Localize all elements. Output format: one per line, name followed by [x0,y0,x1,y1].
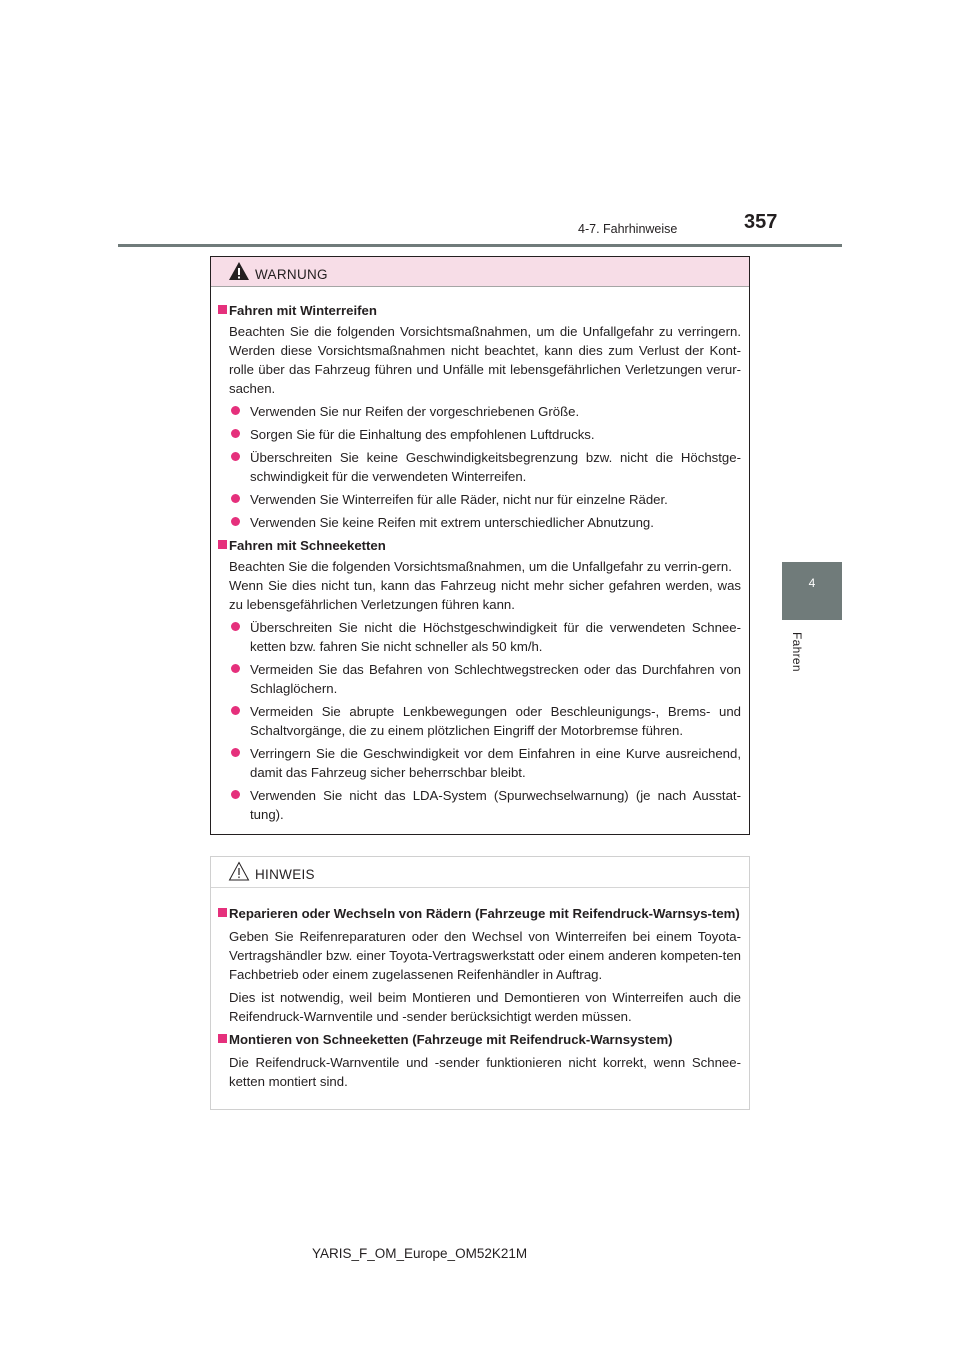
bullet-text: Vermeiden Sie das Befahren von Schlechtwegstrecken oder das Durchfahren von Schlaglöchern. [250,662,741,696]
bullet-item [229,786,741,824]
square-bullet-icon [218,1034,227,1043]
bullet-item [229,448,741,486]
heading-text: Reparieren oder Wechseln von Rädern (Fahrzeuge mit Reifendruck-Warnsys-tem) [229,906,740,921]
dot-bullet-icon [231,406,240,415]
dot-bullet-icon [231,494,240,503]
square-bullet-icon [218,305,227,314]
section-heading [218,1030,741,1049]
square-bullet-icon [218,908,227,917]
dot-bullet-icon [231,452,240,461]
notice-box [210,856,750,1110]
paragraph: Wenn Sie dies nicht tun, kann das Fahrzeug nicht mehr sicher gefahren werden, was zu lebensgefährlichen Verletzungen führen kann. [229,578,741,612]
bullet-item [229,425,741,444]
page-number: 357 [744,211,778,233]
bullet-item [229,744,741,782]
paragraph: Geben Sie Reifenreparaturen oder den Wechsel von Winterreifen bei einem Toyota-Vertragshändler bzw. einer Toyota-Vertragswerkstatt oder einem anderen kompeten-ten Fachbetrieb oder einem zugelassenen Reifenhändler in Auftrag. [229,929,741,982]
bullet-item [229,660,741,698]
bullet-text: Verwenden Sie nicht das LDA-System (Spurwechselwarnung) (je nach Ausstat-tung). [250,788,741,822]
chapter-number: 4 [808,576,816,590]
dot-bullet-icon [231,790,240,799]
bullet-text: Vermeiden Sie abrupte Lenkbewegungen oder Beschleunigungs-, Brems- und Schaltvorgänge, die zu einem plötzlichen Eingriff der Motorbremse führen. [250,704,741,738]
paragraph: Beachten Sie die folgenden Vorsichtsmaßnahmen, um die Unfallgefahr zu verrin-gern. [229,559,732,574]
bullet-text: Sorgen Sie für die Einhaltung des empfohlenen Luftdrucks. [250,427,595,442]
heading-text: Fahren mit Winterreifen [229,303,377,318]
section-heading [218,301,741,320]
paragraph: Die Reifendruck-Warnventile und -sender funktionieren nicht korrekt, wenn Schnee-ketten montiert sind. [229,1055,741,1089]
section-heading [218,536,741,555]
bullet-text: Verwenden Sie Winterreifen für alle Räder, nicht nur für einzelne Räder. [250,492,668,507]
paragraph: Beachten Sie die folgenden Vorsichtsmaßnahmen, um die Unfallgefahr zu verringern. Werden diese Vorsichtsmaßnahmen nicht beachtet, kann dies zum Verlust der Kont-rolle über das Fahrzeug führen und Unfälle mit lebensgefährlichen Verletzungen verur-sachen. [229,324,741,396]
dot-bullet-icon [231,622,240,631]
bullet-text: Überschreiten Sie nicht die Höchstgeschwindigkeit für die verwendeten Schnee-ketten bzw. fahren Sie nicht schneller als 50 km/h. [250,620,741,654]
notice-body [211,888,749,1091]
header-rule [118,244,842,247]
warning-header [211,257,749,287]
dot-bullet-icon [231,429,240,438]
warning-title: WARNUNG [255,267,328,282]
dot-bullet-icon [231,706,240,715]
bullet-text: Verwenden Sie keine Reifen mit extrem unterschiedlicher Abnutzung. [250,515,654,530]
warning-body [211,287,749,824]
chapter-tab [782,562,842,620]
notice-title: HINWEIS [255,867,315,882]
notice-header [211,857,749,888]
bullet-item [229,702,741,740]
bullet-item [229,490,741,509]
bullet-text: Verringern Sie die Geschwindigkeit vor dem Einfahren in eine Kurve ausreichend, damit das Fahrzeug sicher beherrschbar bleibt. [250,746,741,780]
heading-text: Fahren mit Schneeketten [229,538,386,553]
paragraph: Dies ist notwendig, weil beim Montieren und Demontieren von Winterreifen auch die Reifendruck-Warnventile und -sender berücksichtigt werden müssen. [229,990,741,1024]
bullet-item [229,513,741,532]
warning-box [210,256,750,835]
chapter-label: Fahren [790,632,804,672]
bullet-item [229,618,741,656]
dot-bullet-icon [231,748,240,757]
warning-icon [228,261,250,281]
square-bullet-icon [218,540,227,549]
section-heading [218,904,741,923]
header-section-title: 4-7. Fahrhinweise [578,222,678,236]
bullet-list [218,618,741,824]
bullet-text: Überschreiten Sie keine Geschwindigkeitsbegrenzung bzw. nicht die Höchstge-schwindigkeit für die verwendeten Winterreifen. [250,450,741,484]
bullet-item [229,402,741,421]
document-code: YARIS_F_OM_Europe_OM52K21M [312,1246,528,1261]
heading-text: Montieren von Schneeketten (Fahrzeuge mit Reifendruck-Warnsystem) [229,1032,673,1047]
bullet-text: Verwenden Sie nur Reifen der vorgeschriebenen Größe. [250,404,580,419]
bullet-list [218,402,741,532]
dot-bullet-icon [231,664,240,673]
caution-icon [228,861,250,881]
dot-bullet-icon [231,517,240,526]
